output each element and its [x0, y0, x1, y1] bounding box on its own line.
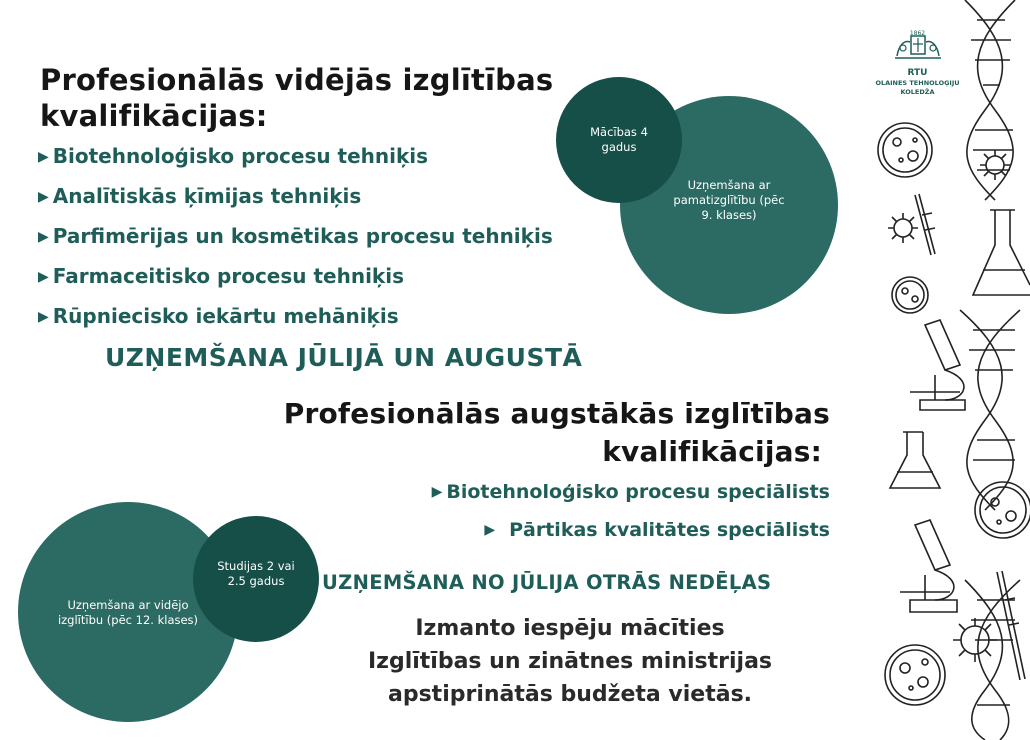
section2-title-line2: kvalifikācijas: [602, 435, 822, 468]
list-item: ▶ Farmaceitisko procesu tehniķis [38, 264, 404, 288]
triangle-bullet-icon: ▶ [38, 189, 49, 205]
section2-list [330, 479, 830, 555]
section1-title-line1: Profesionālās vidējās izglītības [40, 63, 554, 97]
section2-admission: UZŅEMŠANA NO JŪLIJA OTRĀS NEDĒĻAS [322, 571, 772, 594]
dna-helix-icon [960, 310, 1020, 510]
circle-admission-secondary: Uzņemšana ar vidējo izglītību (pēc 12. klases) [18, 502, 238, 722]
message-line1: Izmanto iespēju mācīties [415, 616, 725, 641]
pipette-icon [915, 194, 935, 255]
flask-icon [973, 210, 1030, 295]
logo-line1: RTU [907, 68, 928, 78]
petri-dish-icon [878, 123, 932, 177]
section1-list [38, 143, 618, 343]
list-item: ▶ Parfimērijas un kosmētikas procesu tehniķis [38, 224, 553, 248]
section1-title [40, 62, 580, 134]
logo-year: 1862 [909, 30, 926, 37]
circle-duration-2y: Studijas 2 vai 2.5 gadus [193, 516, 319, 642]
triangle-bullet-icon: ▶ [431, 484, 443, 500]
message-line3: apstiprinātās budžeta vietās. [387, 682, 753, 707]
section2-title [280, 395, 830, 471]
flask-icon [890, 432, 940, 488]
triangle-bullet-icon: ▶ [38, 309, 49, 325]
triangle-bullet-icon: ▶ [38, 149, 49, 165]
logo-line3: KOLEDŽA [900, 88, 935, 96]
section1-title-line2: kvalifikācijas: [40, 99, 268, 133]
petri-dish-icon [885, 645, 945, 705]
virus-icon [980, 150, 1010, 180]
dna-helix-icon [965, 0, 1015, 200]
message-line2: Izglītības un zinātnes ministrijas [367, 649, 773, 674]
virus-icon [888, 213, 918, 243]
circle-admission-basic: Uzņemšana ar pamatizglītību (pēc 9. klases) [620, 96, 838, 314]
budget-places-message [330, 612, 810, 711]
list-item: ▶ Pārtikas kvalitātes speciālists [484, 519, 830, 541]
list-item: ▶ Biotehnoloģisko procesu speciālists [431, 481, 830, 503]
dna-helix-icon [965, 580, 1020, 740]
section1-admission: UZŅEMŠANA JŪLIJĀ UN AUGUSTĀ [105, 343, 583, 372]
triangle-bullet-icon: ▶ [38, 229, 49, 245]
petri-dish-icon [892, 277, 928, 313]
logo-line2: OLAINES TEHNOLOĢIJU [875, 79, 960, 87]
triangle-bullet-icon: ▶ [38, 269, 49, 285]
section2-title-line1: Profesionālās augstākās izglītības [283, 397, 830, 430]
list-item: ▶ Biotehnoloģisko procesu tehniķis [38, 144, 429, 168]
triangle-bullet-icon: ▶ [484, 522, 496, 538]
microscope-icon [910, 320, 965, 410]
circle-duration-4y: Mācības 4 gadus [556, 77, 682, 203]
list-item: ▶ Rūpniecisko iekārtu mehāniķis [38, 304, 399, 328]
science-illustrations [865, 0, 1030, 740]
microscope-icon [900, 520, 957, 612]
list-item: ▶ Analītiskās ķīmijas tehniķis [38, 184, 362, 208]
